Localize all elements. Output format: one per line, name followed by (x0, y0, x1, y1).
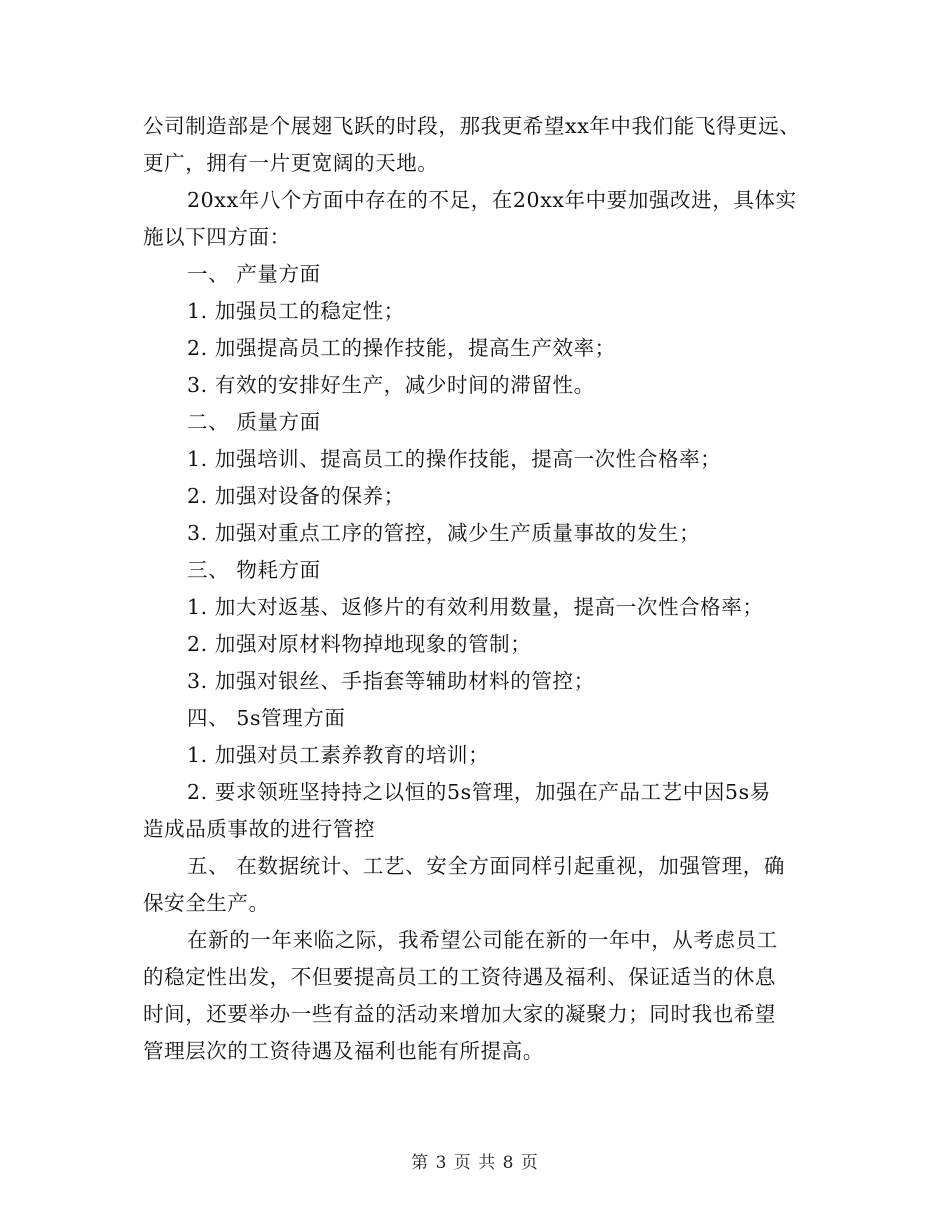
body-line: 的稳定性出发，不但要提高员工的工资待遇及福利、保证适当的休息 (143, 965, 776, 989)
list-item: 2. 要求领班坚持持之以恒的5s管理，加强在产品工艺中因5s易 (187, 780, 771, 804)
list-item: 3. 加强对银丝、手指套等辅助材料的管控； (187, 669, 595, 693)
section-heading: 一、 产量方面 (187, 262, 321, 286)
body-line: 施以下四方面： (143, 225, 291, 249)
body-line: 保安全生产。 (143, 891, 270, 915)
list-item: 1. 加强对员工素养教育的培训； (187, 743, 490, 767)
section-heading: 四、 5s管理方面 (187, 706, 346, 730)
section-heading: 三、 物耗方面 (187, 558, 321, 582)
list-item: 1. 加大对返基、返修片的有效利用数量，提高一次性合格率； (187, 595, 764, 619)
body-line: 公司制造部是个展翅飞跃的时段，那我更希望xx年中我们能飞得更远、 (143, 114, 801, 138)
list-item: 3. 加强对重点工序的管控，减少生产质量事故的发生； (187, 521, 701, 545)
body-line: 管理层次的工资待遇及福利也能有所提高。 (143, 1039, 544, 1063)
document-body (143, 108, 813, 1070)
body-line: 20xx年八个方面中存在的不足，在20xx年中要加强改进，具体实 (187, 188, 797, 212)
list-item: 1. 加强员工的稳定性； (187, 299, 405, 323)
list-item: 2. 加强对原材料物掉地现象的管制； (187, 632, 532, 656)
list-item: 2. 加强提高员工的操作技能，提高生产效率； (187, 336, 616, 360)
list-item: 1. 加强培训、提高员工的操作技能，提高一次性合格率； (187, 447, 722, 471)
list-item: 3. 有效的安排好生产，减少时间的滞留性。 (187, 373, 595, 397)
section-heading: 五、 在数据统计、工艺、安全方面同样引起重视，加强管理，确 (187, 854, 785, 878)
list-item: 2. 加强对设备的保养； (187, 484, 405, 508)
body-line: 时间，还要举办一些有益的活动来增加大家的凝聚力；同时我也希望 (143, 1002, 776, 1026)
body-line: 在新的一年来临之际，我希望公司能在新的一年中，从考虑员工 (187, 928, 778, 952)
body-line: 更广，拥有一片更宽阔的天地。 (143, 151, 439, 175)
page-number-footer: 第 3 页 共 8 页 (411, 1153, 539, 1173)
section-heading: 二、 质量方面 (187, 410, 321, 434)
body-line: 造成品质事故的进行管控 (143, 817, 376, 841)
